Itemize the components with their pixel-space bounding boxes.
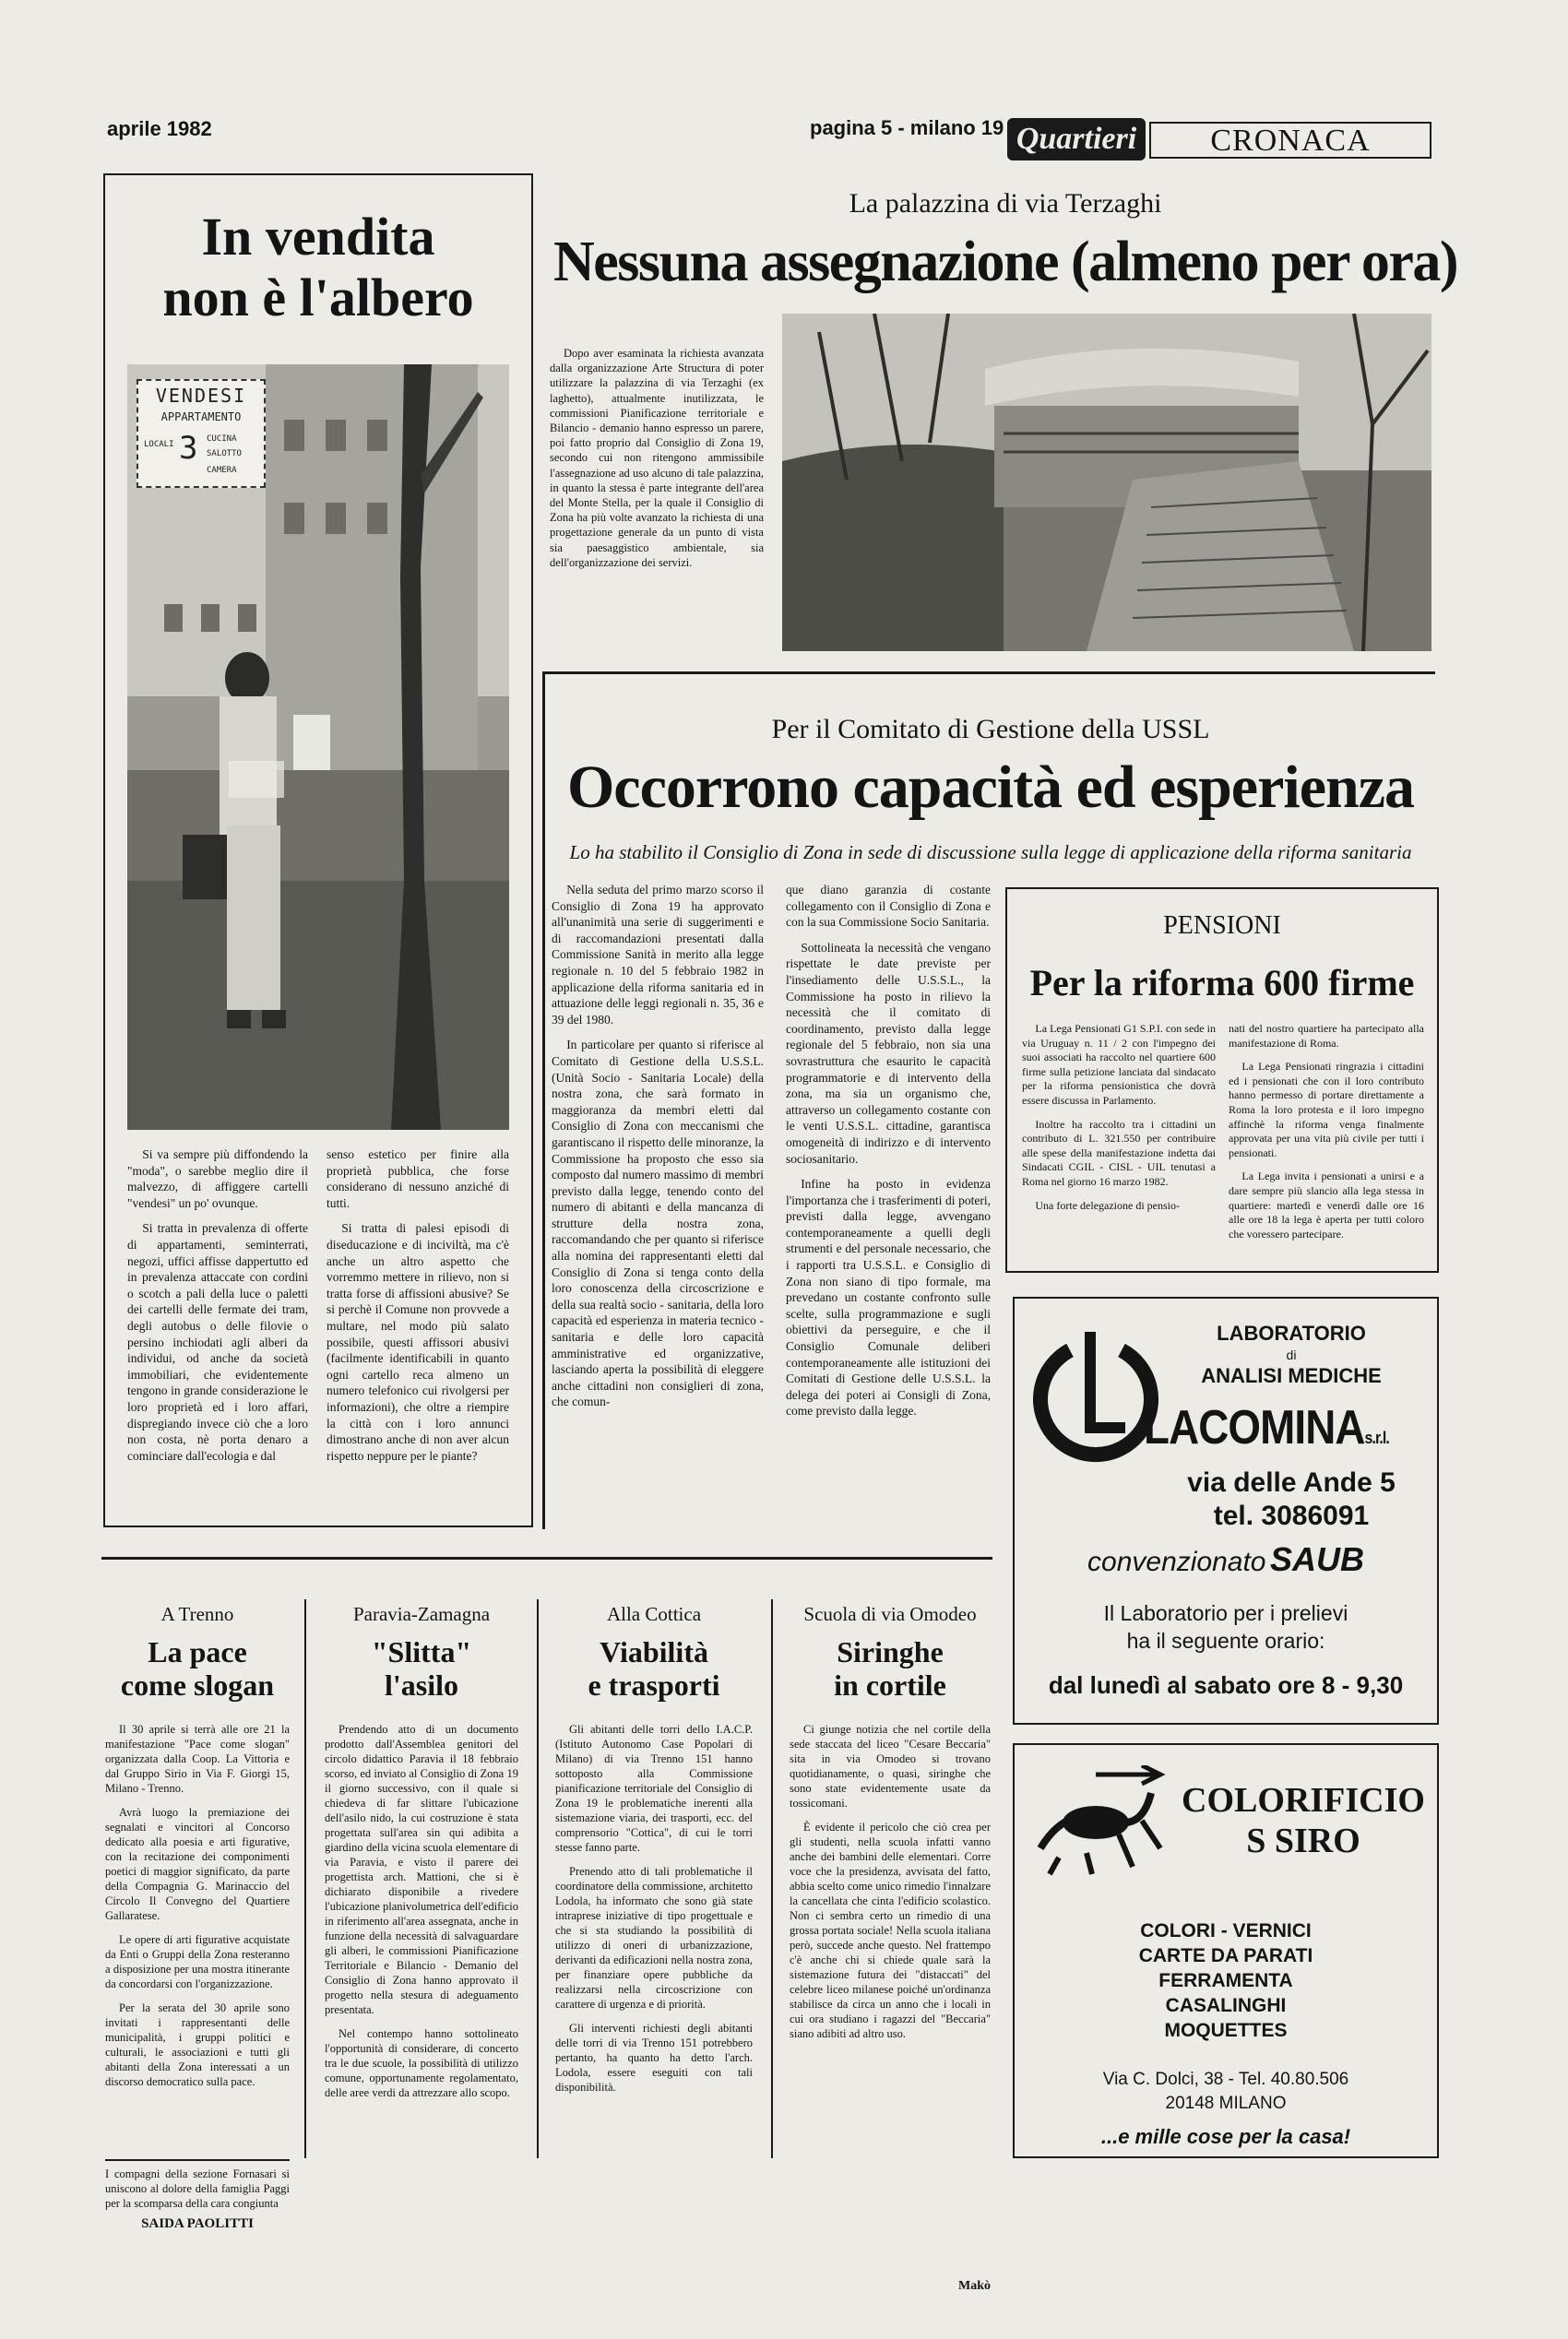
article-column-2 [327, 1146, 509, 1525]
paragraph: Le opere di arti figurative acquistate da Enti o Gruppi della Zona resteranno a disposizione per una mostra itinerante da concordarsi con l'organizzazione. [105, 1933, 290, 1990]
column-rule [304, 1599, 306, 2158]
ad-product: FERRAMENTA [1158, 1970, 1293, 1991]
ussl-column-2 [786, 882, 991, 1527]
bottom-title-line: come slogan [120, 1668, 275, 1702]
sign-line-cucina: CUCINA [207, 434, 237, 444]
bottom-article-omodeo [790, 1568, 991, 2294]
ad-brand-line: COLORIFICIO [1182, 1781, 1425, 1820]
page-number: pagina 5 - milano 19 [810, 116, 1004, 139]
ussl-column-1 [552, 882, 764, 1527]
ussl-kicker: Per il Comitato di Gestione della USSL [771, 714, 1210, 744]
section-label: CRONACA [1149, 122, 1431, 159]
paragraph: Prenendo atto di tali problematiche il coordinatore della commissione, architetto Lodola, ha informato che sono già state intraprese iniziative di tipo progettuale e che si sta studiando la possibilità di utilizzo di oneri di urbanizzazione, derivanti da edificazioni nella nostra zona, per finanziare opere pubbliche da realizzarsi nella circoscrizione con carattere di urgenza e di priorità. [555, 1865, 753, 2011]
terzaghi-kicker: La palazzina di via Terzaghi [849, 188, 1162, 219]
bottom-title-line: in cortile [834, 1668, 946, 1702]
ad-product: MOQUETTES [1164, 2020, 1288, 2041]
sign-line-locali: LOCALI [144, 440, 174, 449]
bottom-article-cottica [555, 1568, 753, 2312]
bottom-title-line: e trasporti [588, 1668, 720, 1702]
ad-address: Via C. Dolci, 38 - Tel. 40.80.506 [1102, 2070, 1349, 2089]
bottom-body [105, 1722, 290, 2155]
paragraph: Il 30 aprile si terrà alle ore 21 la manifestazione "Pace come slogan" organizzata dalla Coop. La Vittoria e dal Gruppo Sirio in Via F. Giorgi 15, Milano - Trenno. [105, 1723, 290, 1795]
bottom-body [325, 1722, 518, 2312]
ad-city: 20148 MILANO [1165, 2094, 1287, 2113]
ad-product-list [1015, 1918, 1437, 2043]
ad-phone: tel. 3086091 [1213, 1501, 1370, 1531]
paragraph: Dopo aver esaminata la richiesta avanzata dalla organizzazione Arte Structura di poter utilizzare la palazzina di via Terzaghi (ex laghetto), attualmente inutilizzata, le commissioni Pianificazione territoriale e Bilancio - demanio hanno espresso un parere, poi fatto proprio dal Consiglio di Zona 19, secondo cui non ritengono ammissibile l'assegnazione ad uso alcuno di tale palazzina, in quanto la stessa è parte integrante dell'area del Monte Stella, per la quale il Consiglio di Zona ha più volte avanzato la richiesta di una progettazione generale da un punto di vista sia paesaggistico ambientale, sia dell'organizzazione dei servizi. [550, 347, 764, 569]
centaur-logo-icon [1031, 1765, 1170, 1876]
paragraph: Nella seduta del primo marzo scorso il Consiglio di Zona 19 ha approvato all'unanimità una serie di suggerimenti e di raccomandazioni presentati dalla Commissione Sanità in merito alla legge regionale n. 10 del 5 febbraio 1982 in applicazione della riforma sanitaria ed in attuazione delle leggi regionali n. 35, 36 e 39 del 1980. [552, 883, 764, 1027]
article-title-line1: In vendita [201, 207, 435, 267]
paragraph: Si va sempre più diffondendo la "moda", o sarebbe meglio dire il malvezzo, di affiggere cartelli "vendesi" un po' ovunque. [127, 1147, 308, 1210]
obituary-name: SAIDA PAOLITTI [141, 2216, 254, 2231]
terzaghi-title: Nessuna assegnazione (almeno per ora) [552, 231, 1458, 293]
ad-brand-suffix: s.r.l. [1364, 1429, 1389, 1447]
bottom-article-paravia [325, 1568, 518, 2312]
pensioni-column-1 [1022, 1022, 1216, 1265]
sign-line-appartamento: APPARTAMENTO [160, 410, 242, 423]
for-sale-sign [137, 379, 266, 488]
ad-hours: dal lunedì al sabato ore 8 - 9,30 [1048, 1671, 1404, 1699]
paragraph: Si tratta in prevalenza di offerte di appartamenti, seminterrati, negozi, uffici affisse dappertutto ed in prevalenza attaccate con cordini o scotch a pali della luce o paletti dei cartelli delle fermate dei tram, degli autobus o delle filovie o persino inchiodati agli alberi da individui, od anche da società immobiliari, che evidentemente tengono in grande considerazione le loro proprietà ed i loro affari, dispregiando invece ciò che a loro non costa, nè porta denaro a cominciare dall'ecologia e dal [127, 1221, 308, 1463]
paragraph: Prendendo atto di un documento prodotto dall'Assemblea genitori del circolo didattico Paravia il 18 febbraio scorso, ed inviato al Consiglio di Zona 19 il giorno successivo, con il quale si chiedeva di far slittare l'ubicazione dell'asilo nido, la cui costruzione è stata progettata sull'area sin qui adibita a giardino della vicina scuola elementare di via Paravia, e visto il parere dei progettista arch. Mattioni, che si è dichiarato disponibile a rivedere l'ubicazione planivolumetrica dell'edificio in riferimento all'area assegnata, anche in funzione della necessità di salvaguardare gli alberi, le commissioni Pianificazione Territoriale e Bilancio - Demanio del Consiglio di Zona hanno approvato il progetto nella stesura di adeguamento presentata. [325, 1723, 518, 2016]
paragraph: La Lega Pensionati G1 S.P.I. con sede in via Uruguay n. 11 / 2 con l'impegno dei suoi associati ha raccolto nel quartiere 600 firme sulla petizione lanciata dal sindacato per la riforma pensionistica che dovrà essere discussa in Parlamento. [1022, 1022, 1216, 1107]
paragraph: In particolare per quanto si riferisce al Comitato di Gestione della U.S.S.L. (Unità Socio - Sanitaria Locale) della nostra zona, che sarà formato in maggioranza da membri eletti dal Consiglio di Zona con meccanismi che garantiscano il rispetto delle minoranze, la Commissione ha proposto che esso sia composto dal numero massimo di membri previsto dalla legge, tenendo conto del numero di abitanti e della mancanza di strutture della nostra zona, raccomandando che per quanto si riferisce alla nomina dei rappresentanti eletti dal Consiglio di Zona si tenga conto della loro conoscenza della circoscrizione e della sua realtà socio - sanitaria, della loro capacità ed esperienza in materia tecnico - sanitaria e delle loro capacità amministrative ed organizzative, lasciando aperta la possibilità di eleggere anche cittadini non consiglieri di zona, che comun- [552, 1038, 764, 1409]
ad-product: CASALINGHI [1165, 1995, 1287, 2016]
paragraph: La Lega invita i pensionati a unirsi e a dare sempre più slancio alla lega stessa in quartiere: martedì e venerdì dalle ore 16 alle ore 18 la lega è aperta per tutti coloro che voressero partecipare. [1229, 1170, 1424, 1241]
lacomina-logo-icon [1033, 1332, 1158, 1470]
bottom-kicker: A Trenno [160, 1603, 234, 1625]
pensioni-column-2 [1229, 1022, 1424, 1265]
sign-line-salotto: SALOTTO [207, 449, 242, 458]
paragraph: Si tratta di palesi episodi di diseducazione e di inciviltà, ma c'è anche un altro aspetto che vorremmo mettere in rilievo, non si tratta forse di affissioni abusive? Se si perchè il Comune non provvede a multare, nel modo più salato possibile, questi affissori abusivi (facilmente identificabili in quanto ogni cartello reca almeno un numero telefonico cui rivolgersi per informazioni), che oltre a riempire la città con i loro annunci dimostrano anche di non aver alcun rispetto neppure per le piante? [327, 1221, 509, 1463]
bottom-kicker: Scuola di via Omodeo [803, 1603, 977, 1625]
newspaper-logo: Quartieri [1007, 118, 1146, 160]
bottom-title-line: l'asilo [384, 1668, 458, 1702]
section-rule [101, 1557, 992, 1560]
ad-slogan: ...e mille cose per la casa! [1100, 2125, 1351, 2148]
pensioni-title: Per la riforma 600 firme [1029, 962, 1415, 1003]
ad-line: ANALISI MEDICHE [1201, 1364, 1382, 1387]
bottom-body [790, 1722, 991, 2275]
ad-address: via delle Ande 5 [1187, 1467, 1396, 1498]
bottom-title-line: "Slitta" [371, 1635, 472, 1668]
ad-product: CARTE DA PARATI [1138, 1945, 1313, 1966]
paragraph: Una forte delegazione di pensio- [1035, 1198, 1180, 1212]
palazzina-photo [782, 314, 1431, 651]
paragraph: Nel contempo hanno sottolineato l'opportunità di considerare, di concerto tra le due scuole, la possibilità di utilizzo comune, opportunamente regolamentato, delle aree verdi da attrezzare allo scopo. [325, 2027, 518, 2099]
ad-product: COLORI - VERNICI [1140, 1920, 1312, 1941]
note-rule [105, 2159, 290, 2161]
section-rule [542, 671, 545, 1529]
ad-line: di [1286, 1348, 1297, 1362]
paragraph: Infine ha posto in evidenza l'importanza che i trasferimenti di poteri, previsti dalla legge, avvengano contemporaneamente a quelli degli strumenti e del personale necessario, che i rapporti tra U.S.S.L. e Consiglio di Zona non siano di tipo formale, ma prevedano un costante confronto sulle scelte, sulla programmazione e sugli obiettivi da perseguire, e che il Consiglio Comunale deliberi contemporaneamente alle istituzioni dei Comitati di Gestione delle U.S.S.L. la delega dei poteri ai Consigli di Zona, come previsto dalla legge. [786, 1177, 991, 1419]
paragraph: Gli abitanti delle torri dello I.A.C.P. (Istituto Autonomo Case Popolari di Milano) di via Trenno 151 hanno sottoposto alla Commissione pianificazione territoriale del Consiglio di Zona 19 le problematiche inerenti alla sistemazione viaria, dei trasporti, ecc. del comprensorio "Cottica", di cui le torri stesse fanno parte. [555, 1723, 753, 1854]
street-photo [127, 364, 509, 1130]
article-in-vendita [103, 173, 533, 1527]
paragraph: Per la serata del 30 aprile sono invitati i rappresentanti delle municipalità, i gruppi politici e culturali, le associazioni e tutti gli abitanti della Zona interessati a un discorso democratico sulla pace. [105, 2001, 290, 2088]
ad-brand-text: LACOMINA [1144, 1401, 1365, 1454]
ad-info-line: Il Laboratorio per i prelievi [1103, 1601, 1348, 1625]
ad-line: LABORATORIO [1217, 1322, 1366, 1345]
ad-brand-line: S SIRO [1246, 1822, 1360, 1860]
paragraph: que diano garanzia di costante collegamento con il Consiglio di Zona e con la sua Commissione Socio Sanitaria. [786, 883, 991, 930]
article-column-1 [127, 1146, 308, 1525]
paragraph: nati del nostro quartiere ha partecipato alla manifestazione di Roma. [1229, 1022, 1424, 1050]
pensioni-box [1005, 887, 1439, 1273]
issue-date: aprile 1982 [107, 117, 212, 140]
author-signature: Makò [958, 2279, 991, 2293]
bottom-title-line: La pace [148, 1635, 247, 1668]
paragraph: Gli interventi richiesti degli abitanti delle torri di via Trenno 151 potrebbero pertanto, ha quanto ha detto l'arch. Lodola, essere eseguiti con tali disponibilità. [555, 2022, 753, 2094]
ad-info-line: ha il seguente orario: [1126, 1629, 1325, 1653]
ad-convention: convenzionato [1087, 1547, 1266, 1577]
paragraph: La Lega Pensionati ringrazia i cittadini ed i pensionati che con il loro contributo hanno permesso di portare direttamente a Roma la loro protesta e il loro impegno affinchè la riforma venga finalmente approvata per una vita più civile per tutti i pensionati. [1229, 1060, 1424, 1159]
paragraph: senso estetico per finire alla proprietà pubblica, che forse considerano di nessuno anziché di tutti. [327, 1147, 509, 1210]
column-rule [537, 1599, 539, 2158]
sign-line-number: 3 [179, 430, 198, 467]
pensioni-kicker: PENSIONI [1163, 911, 1281, 940]
bottom-kicker: Paravia-Zamagna [352, 1603, 491, 1625]
bottom-title-line: Viabilità [600, 1635, 708, 1668]
terzaghi-body [550, 346, 764, 650]
ad-lacomina [1013, 1297, 1439, 1725]
paragraph: È evidente il pericolo che ciò crea per gli studenti, nella scuola infatti vanno anche dei bambini delle elementari. Corre voce che la presidenza, avvisata del fatto, abbia scelto come unico rimedio l'innalzare la cancellata che cinta l'edificio scolastico. Non ci sembra certo un rimedio di una grossa portata sociale! Nella scuola italiana però, succede anche questo. Nel frattempo c'è anche chi si chiede quale sarà la sistemazione futura dei "distaccati" del celebre liceo milanese poiché un'ordinanza stabilisce da circa un anno che i locali in cui ora studiano i ragazzi del "Beccaria" siano adibiti ad altro uso. [790, 1821, 991, 2040]
ussl-subtitle: Lo ha stabilito il Consiglio di Zona in sede di discussione sulla legge di applicazione della riforma sanitaria [569, 841, 1412, 863]
section-rule [542, 671, 1435, 674]
bottom-kicker: Alla Cottica [606, 1603, 702, 1625]
bottom-body [555, 1722, 753, 2312]
column-rule [771, 1599, 773, 2158]
paragraph: Sottolineata la necessità che vengano rispettate le date previste per l'insediamento delle U.S.S.L., la Commissione ha posto in rilievo la necessità che il comitato di coordinamento, previsto dalla legge regionale del 5 febbraio, non sia una sovrastruttura che esaurito le capacità programmatorie e di intervento della zona, ma sia un organismo che, attraverso un collegamento costante con le venti U.S.S.L. cittadine, garantisca omogeneità di indirizzo e di intervento sociosanitario. [786, 940, 991, 1166]
ad-saub: SAUB [1269, 1540, 1364, 1578]
sign-line-camera: CAMERA [207, 466, 237, 475]
ad-colorificio [1013, 1743, 1439, 2158]
ussl-title: Occorrono capacità ed esperienza [566, 754, 1415, 821]
bottom-title-line: Siringhe [837, 1635, 944, 1668]
paragraph: Inoltre ha raccolto tra i cittadini un contributo di L. 321.550 per contribuire alle spese della manifestazione indetta dai Sindacati CGIL - CISL - UIL tenutasi a Roma nel giorno 16 marzo 1982. [1022, 1117, 1216, 1188]
bottom-article-trenno [105, 1568, 290, 2232]
article-title-line2: non è l'albero [162, 267, 474, 327]
sign-line-vendesi: VENDESI [155, 385, 247, 407]
obituary-note: I compagni della sezione Fornasari si uniscono al dolore della famiglia Paggi per la scomparsa della cara congiunta [105, 2167, 290, 2210]
ad-brand-name [1144, 1400, 1396, 1455]
paragraph: Avrà luogo la premiazione dei segnalati e vincitori al Concorso dedicato alla poesia e arti figurative, con la recitazione dei componimenti poetici di maggior significato, da parte della Compagnia G. Marinaccio del Circolo Il Convegno del Quartiere Gallaratese. [105, 1806, 290, 1922]
paragraph: Ci giunge notizia che nel cortile della sede staccata del liceo "Cesare Beccaria" sita in via Omodeo si trovano quotidianamente, o quasi, siringhe che sono state evidentemente usate da tossicomani. [790, 1723, 991, 1810]
